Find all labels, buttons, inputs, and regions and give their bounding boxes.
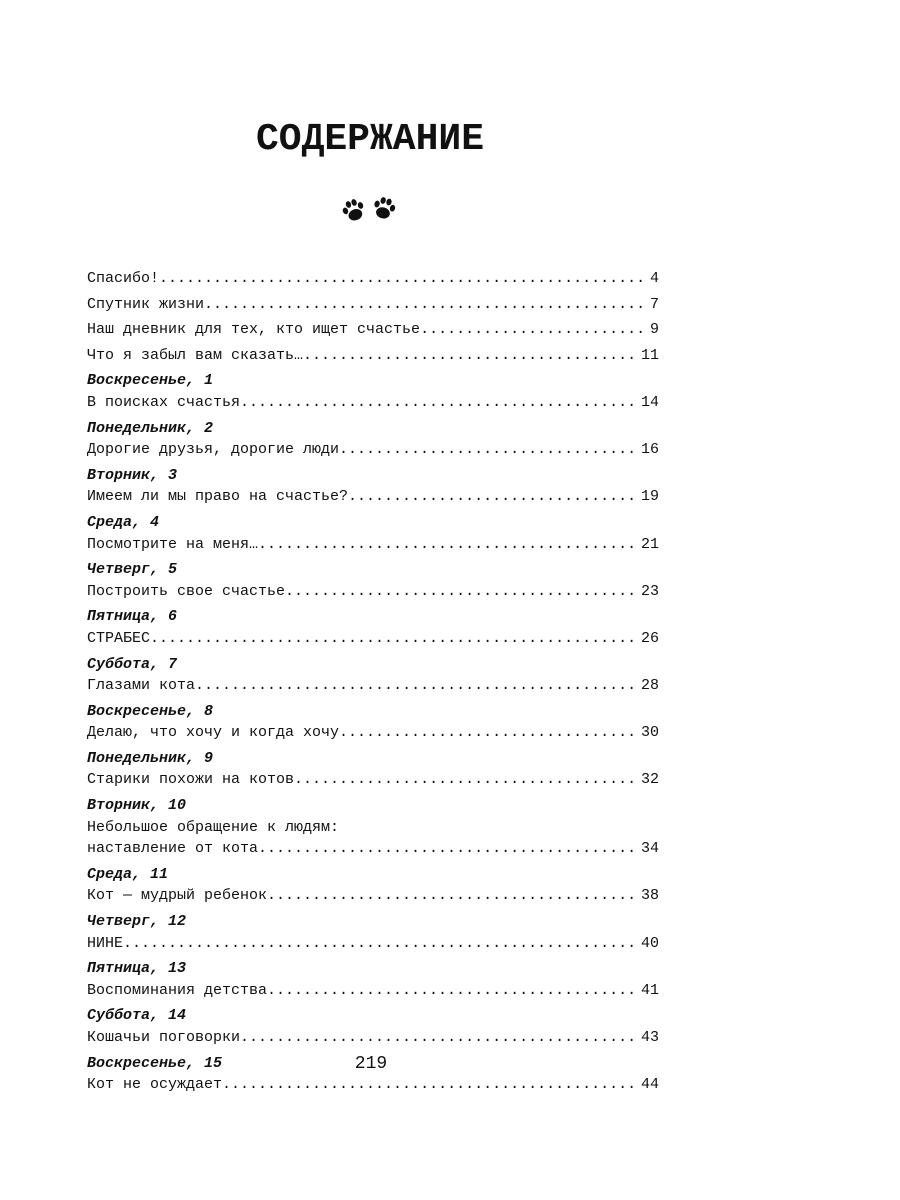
toc-day-heading-label: Суббота, 7 [87, 655, 178, 673]
toc-day-heading [87, 911, 659, 933]
toc-entry [87, 319, 659, 341]
toc-entry [87, 980, 659, 1002]
toc-day-heading [87, 418, 659, 440]
toc-day-heading [87, 958, 659, 980]
dot-leader [204, 294, 647, 316]
dot-leader [420, 319, 647, 341]
toc-day-heading [87, 370, 659, 392]
toc-entry [87, 268, 659, 290]
toc-entry-page: 30 [640, 724, 659, 742]
toc-entry-page: 43 [640, 1029, 659, 1046]
toc-entry-title: Построить свое счастье [87, 582, 286, 600]
toc-day-heading [87, 465, 659, 487]
toc-day-heading-label: Среда, 4 [87, 513, 160, 531]
dot-leader [240, 1027, 638, 1049]
dot-leader [159, 268, 647, 290]
toc-entry-page: 28 [640, 677, 659, 695]
toc-entry [87, 294, 659, 316]
toc-day-heading-label: Воскресенье, 15 [87, 1054, 223, 1072]
toc-entry [87, 534, 659, 556]
toc-day-heading [87, 654, 659, 676]
toc-entry [87, 486, 659, 508]
toc-entry-page: 34 [640, 840, 659, 858]
toc-entry-page: 41 [640, 981, 659, 999]
toc-entry-title: Кошачьи поговорки [87, 1029, 241, 1046]
toc-entry [87, 675, 659, 697]
dot-leader [240, 392, 638, 414]
dot-leader [195, 675, 638, 697]
toc-day-heading-label: Пятница, 13 [87, 960, 187, 978]
toc-day-heading-label: Понедельник, 9 [87, 749, 214, 767]
toc-entry-title: В поисках счастья [87, 393, 241, 411]
toc-entry-title: наставление от кота [87, 840, 259, 858]
toc-entry-page: 40 [640, 934, 659, 952]
toc-entry-page: 14 [640, 393, 659, 411]
toc-entry [87, 1074, 659, 1096]
dot-leader [267, 980, 638, 1002]
toc-entry-title: Делаю, что хочу и когда хочу [87, 724, 340, 742]
toc-day-heading-label: Вторник, 3 [87, 466, 178, 484]
toc-entry-page: 4 [649, 270, 659, 287]
toc-entry [87, 722, 659, 744]
toc-entry-title: СТРАБЕС [87, 629, 151, 647]
toc-day-heading [87, 748, 659, 770]
toc-entry-page: 16 [640, 441, 659, 459]
toc-day-heading [87, 1005, 659, 1027]
dot-leader [339, 722, 638, 744]
page-number: 219 [354, 1054, 388, 1074]
dot-leader [258, 838, 638, 860]
toc-entry-title: Кот — мудрый ребенок [87, 887, 268, 905]
toc-day-heading-label: Среда, 11 [87, 865, 169, 883]
toc-entry [87, 885, 659, 907]
toc-entry [87, 838, 659, 860]
toc-day-heading-label: Четверг, 5 [87, 561, 178, 579]
toc-entry-page: 19 [640, 488, 659, 506]
toc-entry-page: 44 [640, 1076, 659, 1094]
paw-prints-icon [340, 194, 404, 226]
toc-entry [87, 392, 659, 414]
toc-entry-title: Небольшое обращение к людям: [87, 818, 340, 836]
toc-entry-title: Посмотрите на меня… [87, 535, 259, 553]
toc-entry-page: 11 [640, 346, 659, 364]
toc-day-heading-label: Воскресенье, 8 [87, 702, 214, 720]
page-title: СОДЕРЖАНИЕ [255, 118, 485, 161]
toc-entry-title: Дорогие друзья, дорогие люди [87, 441, 340, 459]
dot-leader [294, 769, 638, 791]
toc-entry-title: Старики похожи на котов [87, 771, 295, 789]
toc-entry-page: 26 [640, 629, 659, 647]
table-of-contents [87, 268, 659, 1096]
toc-entry [87, 1027, 659, 1049]
toc-entry-title: Глазами кота [87, 677, 196, 695]
toc-entry [87, 439, 659, 461]
toc-entry-page: 38 [640, 887, 659, 905]
dot-leader [123, 933, 638, 955]
toc-entry [87, 345, 659, 367]
toc-entry-page: 9 [649, 321, 659, 339]
toc-day-heading-label: Воскресенье, 1 [87, 372, 214, 390]
toc-entry-title: Наш дневник для тех, кто ищет счастье [87, 321, 421, 339]
toc-day-heading-label: Суббота, 14 [87, 1007, 187, 1025]
dot-leader [285, 581, 638, 603]
toc-entry-title: Имеем ли мы право на счастье? [87, 488, 349, 506]
dot-leader [303, 345, 638, 367]
dot-leader [258, 534, 638, 556]
dot-leader [267, 885, 638, 907]
toc-entry-title: Кот не осуждает [87, 1076, 223, 1094]
toc-day-heading-label: Понедельник, 2 [87, 419, 214, 437]
toc-day-heading-label: Четверг, 12 [87, 913, 187, 931]
toc-day-heading [87, 559, 659, 581]
dot-leader [222, 1074, 638, 1096]
toc-entry-page: 7 [649, 295, 659, 313]
toc-entry-title: Спасибо! [87, 270, 160, 287]
toc-entry [87, 769, 659, 791]
toc-entry [87, 933, 659, 955]
toc-entry [87, 581, 659, 603]
toc-entry-page: 21 [640, 535, 659, 553]
toc-entry-line [87, 817, 659, 839]
toc-entry-page: 23 [640, 582, 659, 600]
toc-day-heading-label: Пятница, 6 [87, 608, 178, 626]
toc-entry-title: НИНЕ [87, 934, 124, 952]
toc-day-heading-label: Вторник, 10 [87, 797, 187, 815]
toc-day-heading [87, 864, 659, 886]
toc-day-heading [87, 512, 659, 534]
dot-leader [339, 439, 638, 461]
toc-entry-title: Спутник жизни [87, 295, 205, 313]
toc-day-heading [87, 795, 659, 817]
toc-day-heading [87, 701, 659, 723]
dot-leader [348, 486, 638, 508]
toc-entry-title: Что я забыл вам сказать… [87, 346, 304, 364]
toc-entry-title: Воспоминания детства [87, 981, 268, 999]
toc-entry-page: 32 [640, 771, 659, 789]
dot-leader [150, 628, 638, 650]
toc-entry [87, 628, 659, 650]
toc-day-heading [87, 606, 659, 628]
